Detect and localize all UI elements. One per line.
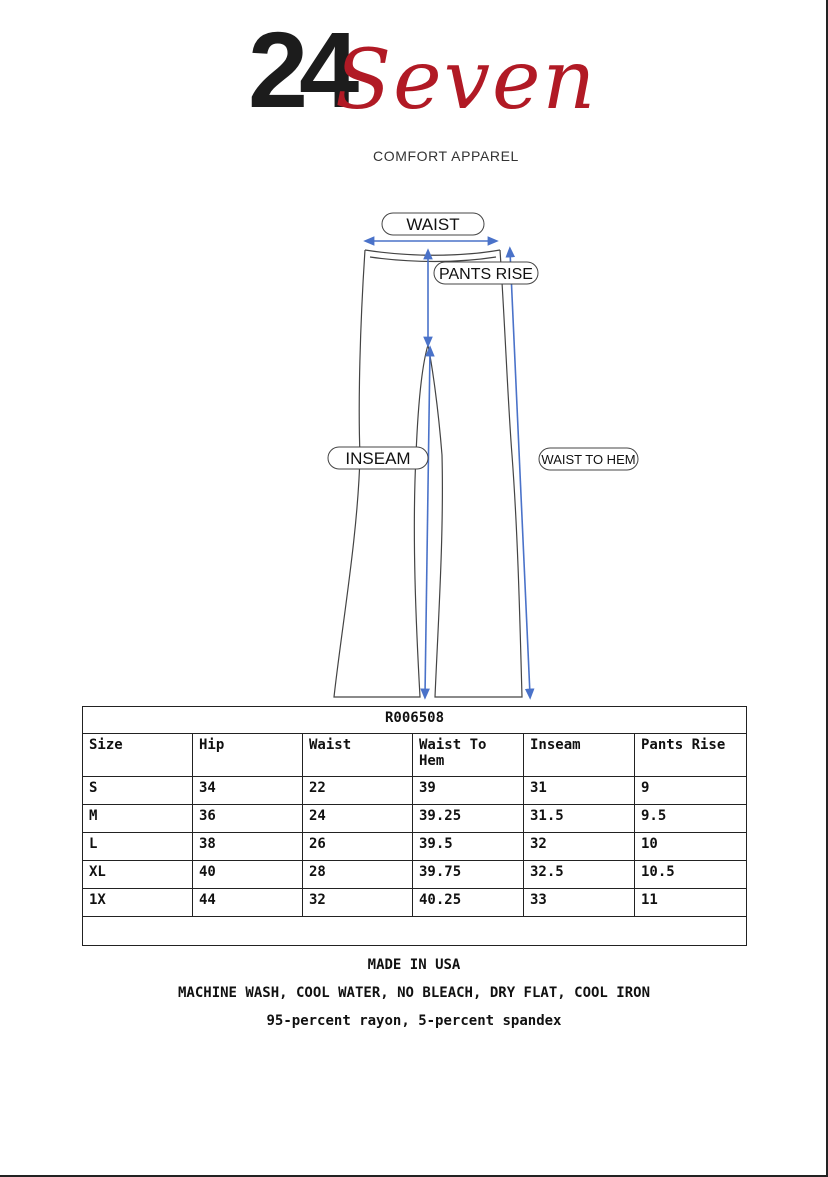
table-cell: 38	[193, 833, 303, 861]
table-cell: 26	[303, 833, 413, 861]
logo-number: 24	[248, 9, 351, 130]
label-inseam-text: INSEAM	[345, 449, 411, 468]
table-cell: 32	[303, 889, 413, 917]
size-table	[82, 706, 747, 946]
table-cell: 39.75	[413, 861, 524, 889]
table-cell: 34	[193, 777, 303, 805]
column-header: Waist To Hem	[413, 734, 524, 777]
column-header: Pants Rise	[635, 734, 747, 777]
table-cell: 1X	[83, 889, 193, 917]
column-header: Waist	[303, 734, 413, 777]
label-pants-rise-text: PANTS RISE	[439, 266, 533, 283]
table-cell: 31.5	[524, 805, 635, 833]
column-header: Hip	[193, 734, 303, 777]
column-header: Inseam	[524, 734, 635, 777]
table-empty-cell	[83, 917, 747, 946]
table-cell: 44	[193, 889, 303, 917]
table-cell: 39	[413, 777, 524, 805]
table-cell: 28	[303, 861, 413, 889]
logo-script: Seven	[335, 33, 598, 128]
product-code: R006508	[83, 707, 747, 734]
table-row	[83, 889, 747, 917]
label-waist-to-hem-text: WAIST TO HEM	[541, 452, 636, 467]
table-cell: 33	[524, 889, 635, 917]
table-cell: 40	[193, 861, 303, 889]
table-cell: 40.25	[413, 889, 524, 917]
fabric-text: 95-percent rayon, 5-percent spandex	[266, 1013, 562, 1029]
table-cell: 11	[635, 889, 747, 917]
label-inseam	[328, 447, 428, 469]
table-cell: 9	[635, 777, 747, 805]
label-waist-text: WAIST	[406, 215, 460, 234]
label-waist-to-hem	[539, 448, 638, 470]
table-cell: S	[83, 777, 193, 805]
pants-diagram	[320, 205, 660, 705]
table-cell: 32.5	[524, 861, 635, 889]
product-notes	[0, 955, 828, 1039]
table-row	[83, 833, 747, 861]
table-row	[83, 777, 747, 805]
table-cell: 10	[635, 833, 747, 861]
origin-text: MADE IN USA	[367, 957, 461, 973]
table-cell: 24	[303, 805, 413, 833]
table-cell: 9.5	[635, 805, 747, 833]
table-cell: 36	[193, 805, 303, 833]
brand-logo	[240, 9, 640, 192]
table-cell: 32	[524, 833, 635, 861]
size-chart	[82, 706, 746, 946]
table-cell: 31	[524, 777, 635, 805]
care-text: MACHINE WASH, COOL WATER, NO BLEACH, DRY FLAT, COOL IRON	[177, 985, 650, 1001]
table-cell: 39.5	[413, 833, 524, 861]
label-pants-rise	[434, 262, 538, 284]
table-cell: L	[83, 833, 193, 861]
table-header-row	[83, 734, 747, 777]
table-row	[83, 861, 747, 889]
table-empty-row	[83, 917, 747, 946]
table-cell: 10.5	[635, 861, 747, 889]
table-cell: 39.25	[413, 805, 524, 833]
logo-subtitle: COMFORT APPAREL	[373, 148, 519, 164]
table-cell: M	[83, 805, 193, 833]
table-cell: XL	[83, 861, 193, 889]
table-cell: 22	[303, 777, 413, 805]
label-waist	[382, 213, 484, 235]
table-row	[83, 805, 747, 833]
column-header: Size	[83, 734, 193, 777]
